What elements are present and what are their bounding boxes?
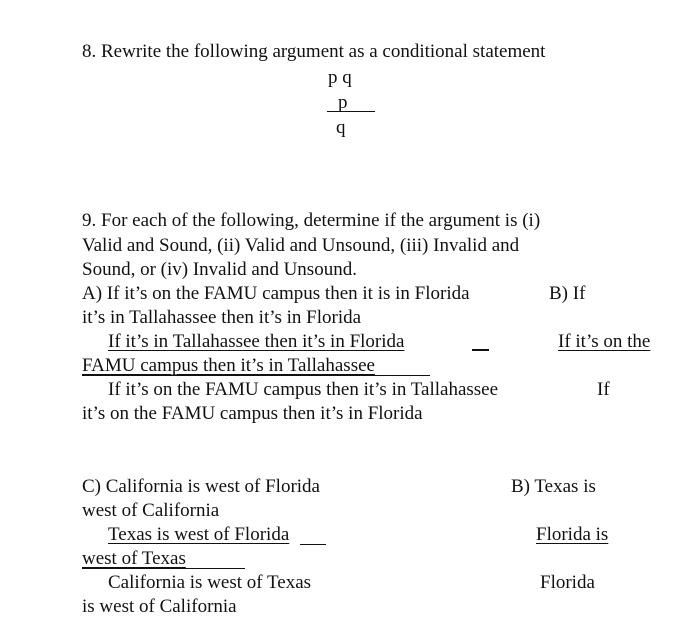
q8-premise-2: p — [338, 92, 348, 113]
q9-c-premise: Texas is west of Florida — [108, 524, 290, 545]
q9-a-conclusion: If it’s on the FAMU campus then it’s in Tallahassee — [108, 379, 499, 400]
q9-c-argument-rule — [82, 568, 245, 569]
q8-argument-rule — [327, 111, 375, 112]
q9-intro-line-3: Sound, or (iv) Invalid and Unsound. — [82, 259, 357, 280]
q9-c-line-4: west of Texas — [82, 548, 186, 569]
q9-a-blank-rule — [472, 349, 489, 351]
q9-a-line-6: it’s on the FAMU campus then it’s in Florida — [82, 403, 423, 424]
q9-a-line-2: it’s in Tallahassee then it’s in Florida — [82, 307, 362, 328]
q9-a-argument-rule — [82, 375, 430, 376]
q8-prompt: 8. Rewrite the following argument as a conditional statement — [82, 41, 546, 62]
q9-b1-conclusion: If — [597, 379, 610, 400]
q9-a-line-1: A) If it’s on the FAMU campus then it is in Florida — [82, 283, 470, 304]
q9-intro-line-1: 9. For each of the following, determine if the argument is (i) — [82, 210, 541, 231]
q9-c-line-2: west of California — [82, 500, 220, 521]
q9-a-line-4: FAMU campus then it’s in Tallahassee — [82, 355, 375, 376]
q8-conclusion: q — [336, 117, 346, 138]
q9-c-line-6: is west of California — [82, 596, 237, 617]
q9-b2-label: B) Texas is — [511, 476, 596, 497]
q9-c-conclusion: California is west of Texas — [108, 572, 312, 593]
q9-intro-line-2: Valid and Sound, (ii) Valid and Unsound, (iii) Invalid and — [82, 235, 520, 256]
q9-b2-conclusion: Florida — [540, 572, 595, 593]
q9-b2-premise: Florida is — [536, 524, 609, 545]
q9-a-premise: If it’s in Tallahassee then it’s in Florida — [108, 331, 405, 352]
q9-b1-label: B) If — [549, 283, 586, 304]
q9-c-line-1: C) California is west of Florida — [82, 476, 320, 497]
q9-c-premise-rule — [300, 544, 326, 545]
q9-b1-premise: If it’s on the — [558, 331, 651, 352]
q8-premise-1: p q — [328, 67, 352, 88]
